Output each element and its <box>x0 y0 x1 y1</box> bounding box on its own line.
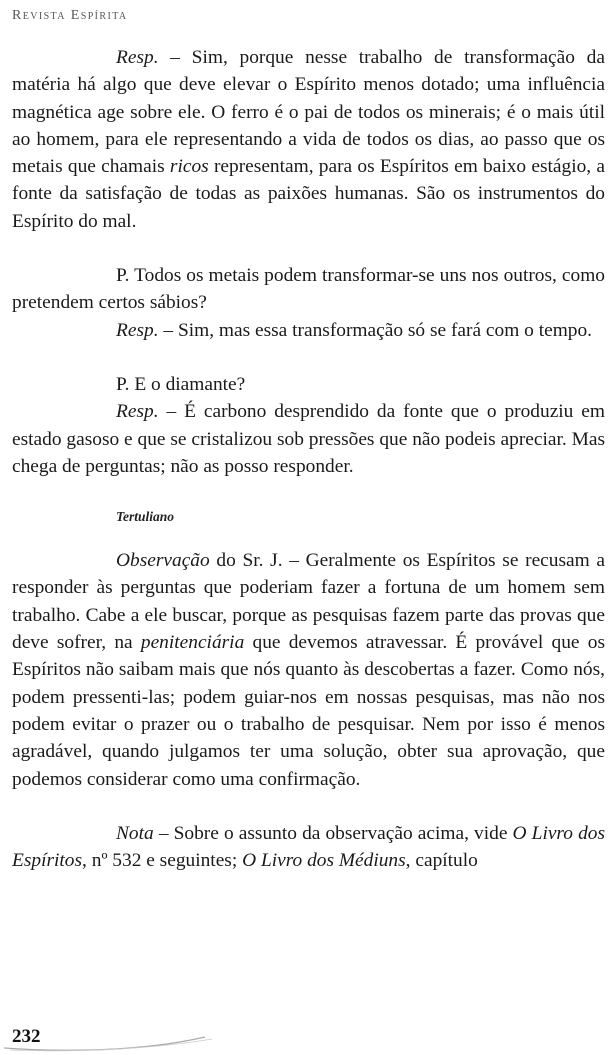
paragraph-emphasis: O Livro dos Médiuns <box>242 850 406 872</box>
paragraph-text: P. Todos os metais podem transformar-se uns nos outros, como pretendem certos sábios? <box>12 265 605 314</box>
paragraph-lead: Observação <box>116 550 210 572</box>
page-body <box>12 44 605 874</box>
paragraph-resp-2 <box>12 317 605 344</box>
paragraph-lead: Resp. <box>116 47 159 68</box>
page-number: 232 <box>12 1026 41 1047</box>
paragraph-observation <box>12 547 605 793</box>
paragraph-text: – Sim, porque nesse trabalho de transformação da matéria há algo que deve elevar o Espírito menos dotado; uma influência magnética age sobre ele. O ferro é o pai de todos os minerais; é o mais útil ao homem, para ele representando a vida de todos os dias, ao passo que os metais que chamais <box>12 47 605 178</box>
paragraph-question-3 <box>12 371 605 398</box>
paragraph-question-2 <box>12 262 605 317</box>
signature: Tertuliano <box>116 509 175 525</box>
paragraph-resp-1 <box>12 44 605 235</box>
paragraph-emphasis: penitenciária <box>140 632 245 654</box>
paragraph-note <box>12 820 605 875</box>
paragraph-emphasis: ricos <box>169 156 209 178</box>
paragraph-text: P. E o diamante? <box>116 373 246 395</box>
paragraph-resp-3 <box>12 398 605 480</box>
paragraph-emphasis: O Livro dos Espíritos <box>12 822 606 872</box>
paragraph-text: – Sobre o assunto da observação acima, vide <box>153 822 513 844</box>
paragraph-text: , capítulo <box>405 850 478 872</box>
paragraph-text: , nº 532 e seguintes; <box>82 850 243 872</box>
paragraph-lead: Nota <box>116 822 154 844</box>
paragraph-text: – É carbono desprendido da fonte que o produziu em estado gasoso e que se cristalizou sob pressões que não podeis apreciar. Mas chega de perguntas; não as posso responder. <box>12 401 605 477</box>
paragraph-text: que devemos atravessar. É provável que os Espíritos não saibam mais que nós quanto às descobertas a fazer. Como nós, podem pressenti-las; podem guiar-nos em nossas pesquisas, mas não nos podem evitar o prazer ou o trabalho de pesquisar. Nem por isso é menos agradável, quando julgamos ter uma solução, obter sua aprovação, que podemos considerar como uma confirmação. <box>12 632 605 790</box>
paragraph-lead: Resp. <box>116 401 159 423</box>
paragraph-text: – Sim, mas essa transformação só se fará com o tempo. <box>158 319 593 341</box>
paragraph-text: representam, para os Espíritos em baixo estágio, a fonte da satisfação de todas as paixões humanas. São os instrumentos do Espírito do mal. <box>12 156 606 232</box>
paragraph-lead: Resp. <box>116 319 159 341</box>
paragraph-text: do Sr. J. – Geralmente os Espíritos se recusam a responder às perguntas que poderiam fazer a fortuna de um homem sem trabalho. Cabe a ele buscar, porque as pesquisas fazem parte das provas que deve sofrer, na <box>12 550 605 654</box>
running-head: Revista Espírita <box>12 8 128 23</box>
